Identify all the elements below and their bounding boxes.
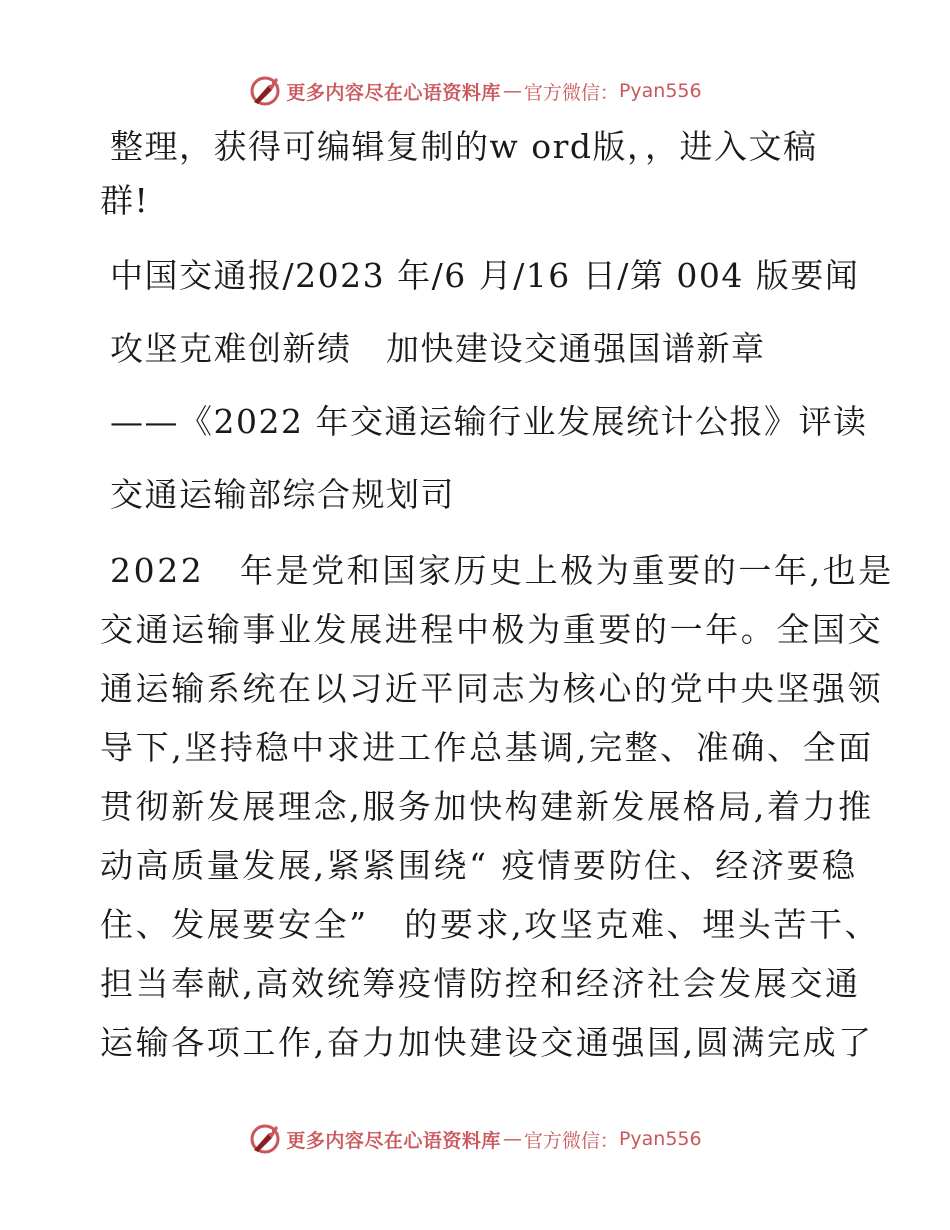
article-subtitle: ——《2022 年交通运输行业发展统计公报》评读 (110, 402, 868, 441)
body-line: 住、发展要安全” 的要求,攻坚克难、埋头苦干、 (100, 905, 881, 944)
quill-logo-icon (248, 1122, 282, 1156)
document-content (100, 120, 894, 1072)
body-line: 导下,坚持稳中求进工作总基调,完整、准确、全面 (100, 728, 874, 767)
body-line: 担当奉献,高效统筹疫情防控和经济社会发展交通 (100, 964, 861, 1003)
header-watermark-banner (0, 71, 950, 111)
body-line: 2022 年是党和国家历史上极为重要的一年,也是 (110, 551, 894, 590)
body-line: 动高质量发展,紧紧围绕“ 疫情要防住、经济要稳 (100, 846, 858, 885)
banner-separator: — (502, 1128, 522, 1150)
banner-brand-text: 更多内容尽在心语资料库 (286, 1129, 501, 1152)
banner-brand-text: 更多内容尽在心语资料库 (286, 81, 501, 104)
quill-logo-icon (248, 74, 282, 108)
article-body-paragraph (100, 541, 894, 1072)
intro-line-2: 群! (100, 181, 150, 220)
body-line: 贯彻新发展理念,服务加快构建新发展格局,着力推 (100, 787, 874, 826)
banner-wechat-id: Pyan556 (618, 80, 702, 102)
banner-wechat-id: Pyan556 (618, 1128, 702, 1150)
banner-separator: — (502, 80, 522, 102)
banner-wechat-label: 官方微信： (523, 81, 619, 104)
article-source: 中国交通报/2023 年/6 月/16 日/第 004 版要闻 (110, 256, 860, 295)
body-line: 通运输系统在以习近平同志为核心的党中央坚强领 (100, 669, 884, 708)
article-author: 交通运输部综合规划司 (110, 475, 455, 514)
body-line: 运输各项工作,奋力加快建设交通强国,圆满完成了 (100, 1023, 874, 1062)
intro-line-1: 整理，获得可编辑复制的w ord版，，进入文稿 (110, 127, 818, 166)
footer-watermark-banner (0, 1119, 950, 1159)
article-title: 攻坚克难创新绩 加快建设交通强国谱新章 (110, 329, 766, 368)
body-line: 交通运输事业发展进程中极为重要的一年。全国交 (100, 610, 884, 649)
banner-wechat-label: 官方微信： (523, 1129, 619, 1152)
